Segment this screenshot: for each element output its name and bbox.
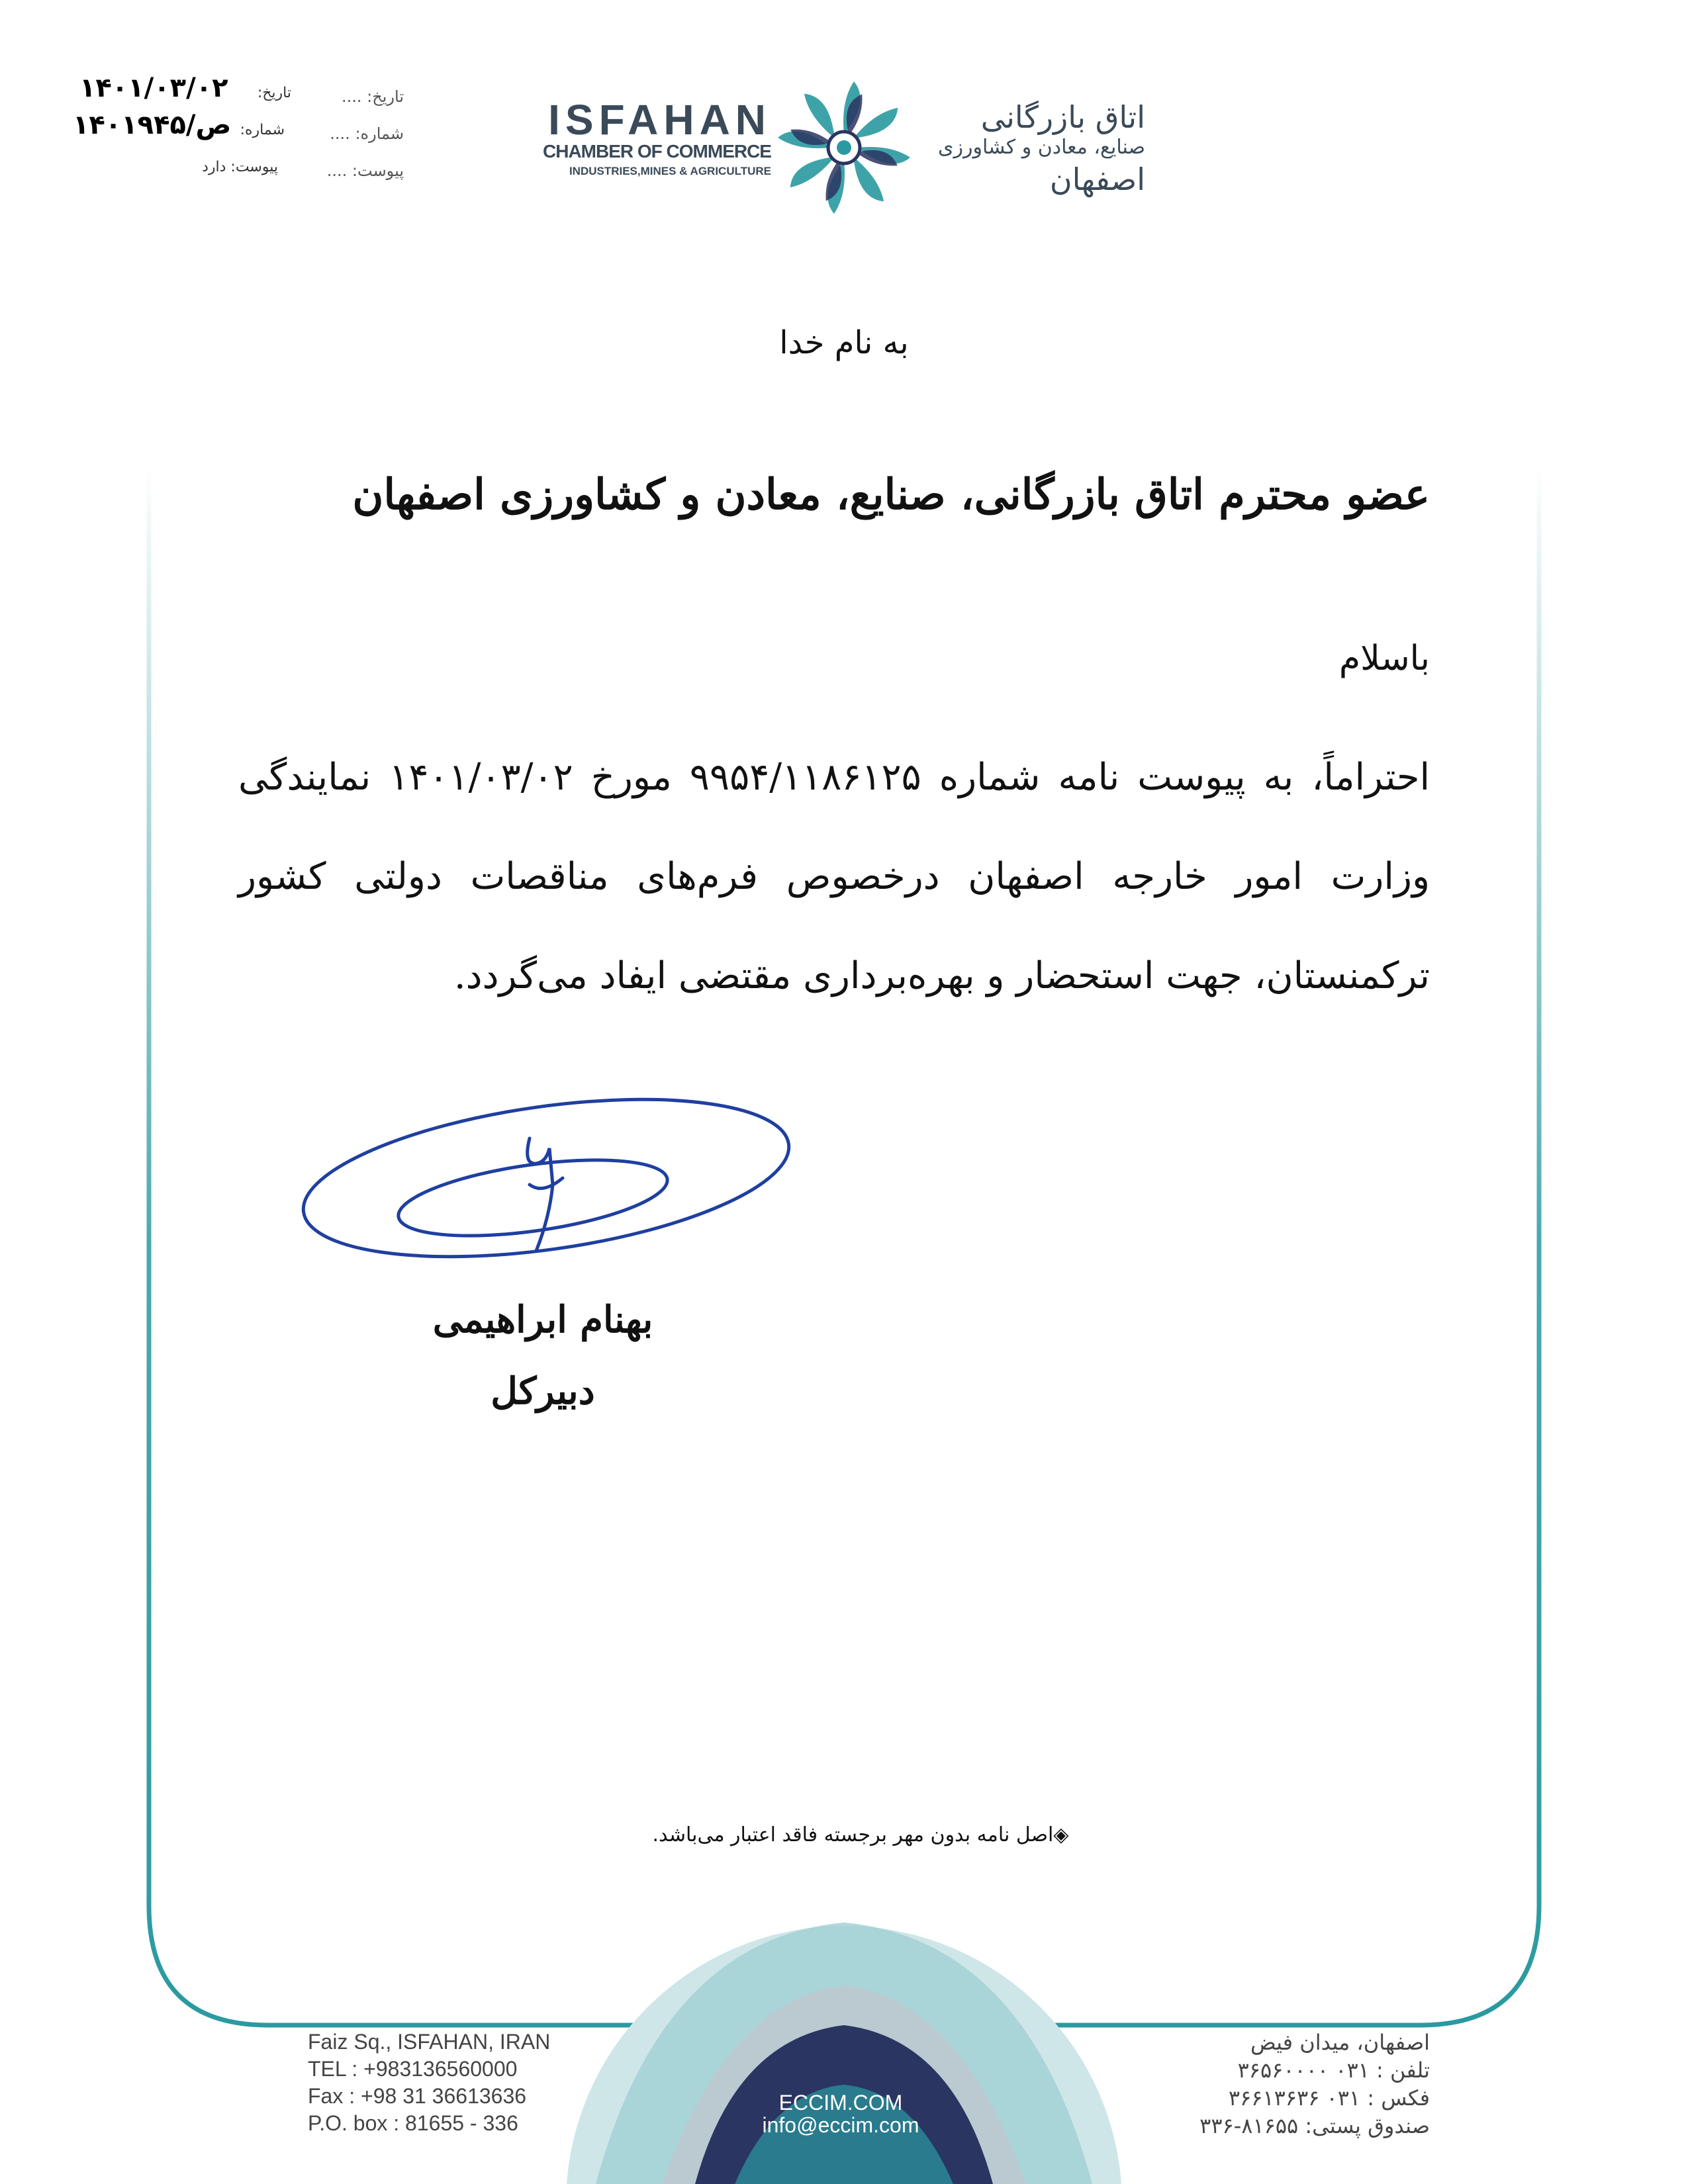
validity-notice: ◈اصل نامه بدون مهر برجسته فاقد اعتبار می‌باشد. <box>652 1823 1069 1846</box>
footer-fax-en: Fax : +98 31 36613636 <box>308 2084 527 2108</box>
footer-website-link[interactable]: ECCIM.COM <box>778 2091 903 2115</box>
bismillah: به نام خدا <box>779 324 909 361</box>
logo-en-line1: ISFAHAN <box>548 96 771 144</box>
footer-tel-en: TEL : +983136560000 <box>308 2057 518 2081</box>
signer-title: دبیرکل <box>491 1369 595 1413</box>
logo-fa-line1: اتاق بازرگانی <box>980 99 1145 135</box>
number-filled-label: شماره: <box>240 122 285 138</box>
attachment-row <box>46 147 404 184</box>
footer-pobox-fa: صندوق پستی: ۸۱۶۵۵-۳۳۶ <box>1199 2113 1430 2138</box>
signer-name: بهنام ابراهیمی <box>432 1298 653 1342</box>
date-value: ۱۴۰۱/۰۳/۰۲ <box>79 73 228 103</box>
footer-contact-fa <box>1059 2028 1430 2140</box>
footer-fax-fa: فکس : ۰۳۱ ۳۶۶۱۳۶۳۶ <box>1228 2085 1430 2111</box>
addressee-heading: عضو محترم اتاق بازرگانی، صنایع، معادن و کشاورزی اصفهان <box>352 470 1430 520</box>
logo-en-line3: INDUSTRIES,MINES & AGRICULTURE <box>569 165 771 177</box>
greeting: باسلام <box>1338 639 1430 678</box>
logo-persian-text <box>920 99 1145 199</box>
date-label: تاریخ: .... <box>342 87 404 106</box>
footer-address-fa: اصفهان، میدان فیض <box>1250 2030 1430 2055</box>
attachment-value: پیوست: دارد <box>202 159 278 175</box>
footer-email-link[interactable]: info@eccim.com <box>762 2113 919 2137</box>
signature-drawing <box>285 1085 801 1284</box>
letter-body: احتراماً، به پیوست نامه شماره ۹۹۵۴/۱۱۸۶۱۲۵ مورخ ۱۴۰۱/۰۳/۰۲ نمایندگی وزارت امور خارجه اصفهان درخصوص فرم‌های مناقصات دولتی کشور ترکمنستان، جهت استحضار و بهره‌برداری مقتضی ایفاد می‌گردد. <box>238 756 1430 997</box>
signer-block <box>384 1284 702 1427</box>
footer-emblem <box>566 1923 1122 2184</box>
footer-tel-fa: تلفن : ۰۳۱ ۳۶۵۶۰۰۰۰ <box>1237 2058 1430 2083</box>
logo-fa-line3: اصفهان <box>1049 161 1145 197</box>
number-label: شماره: .... <box>330 124 404 143</box>
logo-en-line2: CHAMBER OF COMMERCE <box>543 141 771 161</box>
attachment-label: پیوست: .... <box>326 161 404 180</box>
footer-web <box>741 2091 940 2136</box>
logo-english-text <box>543 96 771 180</box>
number-row <box>46 110 404 147</box>
footer-address-en: Faiz Sq., ISFAHAN, IRAN <box>308 2030 551 2054</box>
footer-pobox-en: P.O. box : 81655 - 336 <box>308 2111 518 2135</box>
footer-contact-en <box>308 2028 586 2137</box>
chamber-logo-icon <box>774 78 914 217</box>
date-filled-label: تاریخ: <box>257 85 291 101</box>
logo-fa-line2: صنایع، معادن و کشاورزی <box>938 136 1145 159</box>
letter-meta <box>46 73 404 184</box>
date-row <box>46 73 404 110</box>
number-value: ۱۴۰۱ص/۹۴۵ <box>73 110 232 140</box>
